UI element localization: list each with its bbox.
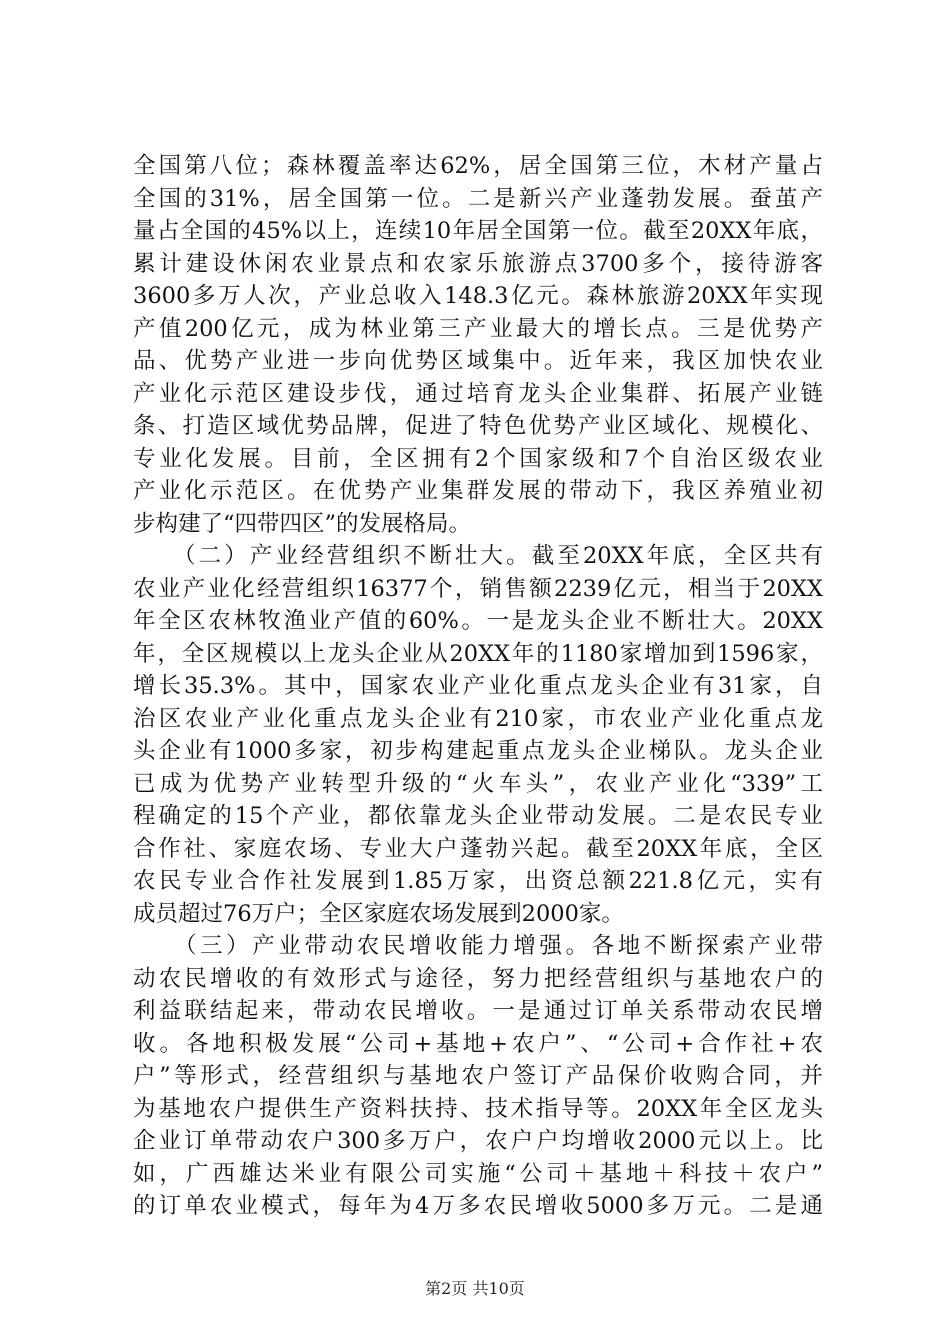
text-line: 年，全区规模以上龙头企业从20XX年的1180家增加到1596家， xyxy=(133,640,823,667)
document-body xyxy=(133,150,823,1223)
text-line: 年全区农林牧渔业产值的60%。一是龙头企业不断壮大。20XX xyxy=(133,608,823,634)
text-line: 累计建设休闲农业景点和农家乐旅游点3700多个，接待游客 xyxy=(133,250,823,277)
text-line: （二）产业经营组织不断壮大。截至20XX年底，全区共有 xyxy=(133,543,823,569)
text-line: 的订单农业模式，每年为4万多农民增收5000多万元。二是通 xyxy=(133,1193,823,1219)
text-line: 已成为优势产业转型升级的“火车头”，农业产业化“339”工 xyxy=(133,770,823,797)
page-footer: 第2页 共10页 xyxy=(425,1279,525,1298)
text-line: 户”等形式，经营组织与基地农户签订产品保价收购合同，并 xyxy=(133,1063,823,1089)
text-line: 农民专业合作社发展到1.85万家，出资总额221.8亿元，实有 xyxy=(133,868,823,894)
text-line: （三）产业带动农民增收能力增强。各地不断探索产业带 xyxy=(133,933,823,959)
text-line: 产业化示范区建设步伐，通过培育龙头企业集群、拓展产业链 xyxy=(133,380,823,407)
text-line: 全国的31%，居全国第一位。二是新兴产业蓬勃发展。蚕茧产 xyxy=(133,185,823,212)
text-line: 利益联结起来，带动农民增收。一是通过订单关系带动农民增 xyxy=(133,998,823,1024)
text-line: 程确定的15个产业，都依靠龙头企业带动发展。二是农民专业 xyxy=(133,803,823,829)
text-line: 农业产业化经营组织16377个，销售额2239亿元，相当于20XX xyxy=(133,575,823,602)
text-line: 增长35.3%。其中，国家农业产业化重点龙头企业有31家，自 xyxy=(133,673,823,699)
text-line: 产业化示范区。在优势产业集群发展的带动下，我区养殖业初 xyxy=(133,478,823,504)
text-line: 动农民增收的有效形式与途径，努力把经营组织与基地农户的 xyxy=(133,965,823,992)
text-line: 3600多万人次，产业总收入148.3亿元。森林旅游20XX年实现 xyxy=(133,283,823,309)
text-line: 头企业有1000多家，初步构建起重点龙头企业梯队。龙头企业 xyxy=(133,738,823,764)
text-line: 专业化发展。目前，全区拥有2个国家级和7个自治区级农业 xyxy=(133,445,823,472)
text-line: 全国第八位；森林覆盖率达62%，居全国第三位，木材产量占 xyxy=(133,153,823,179)
text-line: 如，广西雄达米业有限公司实施“公司＋基地＋科技＋农户” xyxy=(133,1160,823,1187)
text-line: 步构建了“四带四区”的发展格局。 xyxy=(133,510,472,537)
text-line: 量占全国的45%以上，连续10年居全国第一位。截至20XX年底， xyxy=(133,218,823,244)
text-line: 品、优势产业进一步向优势区域集中。近年来，我区加快农业 xyxy=(133,348,823,374)
text-line: 收。各地积极发展“公司+基地+农户”、“公司+合作社+农 xyxy=(133,1030,823,1057)
text-line: 为基地农户提供生产资料扶持、技术指导等。20XX年全区龙头 xyxy=(133,1095,823,1122)
text-line: 合作社、家庭农场、专业大户蓬勃兴起。截至20XX年底，全区 xyxy=(133,835,823,862)
text-line: 企业订单带动农户300多万户，农户户均增收2000元以上。比 xyxy=(133,1128,823,1154)
text-line: 治区农业产业化重点龙头企业有210家，市农业产业化重点龙 xyxy=(133,705,823,732)
text-line: 成员超过76万户；全区家庭农场发展到2000家。 xyxy=(133,900,624,927)
text-line: 产值200亿元，成为林业第三产业最大的增长点。三是优势产 xyxy=(133,315,823,342)
text-line: 条、打造区域优势品牌，促进了特色优势产业区域化、规模化、 xyxy=(133,413,823,439)
